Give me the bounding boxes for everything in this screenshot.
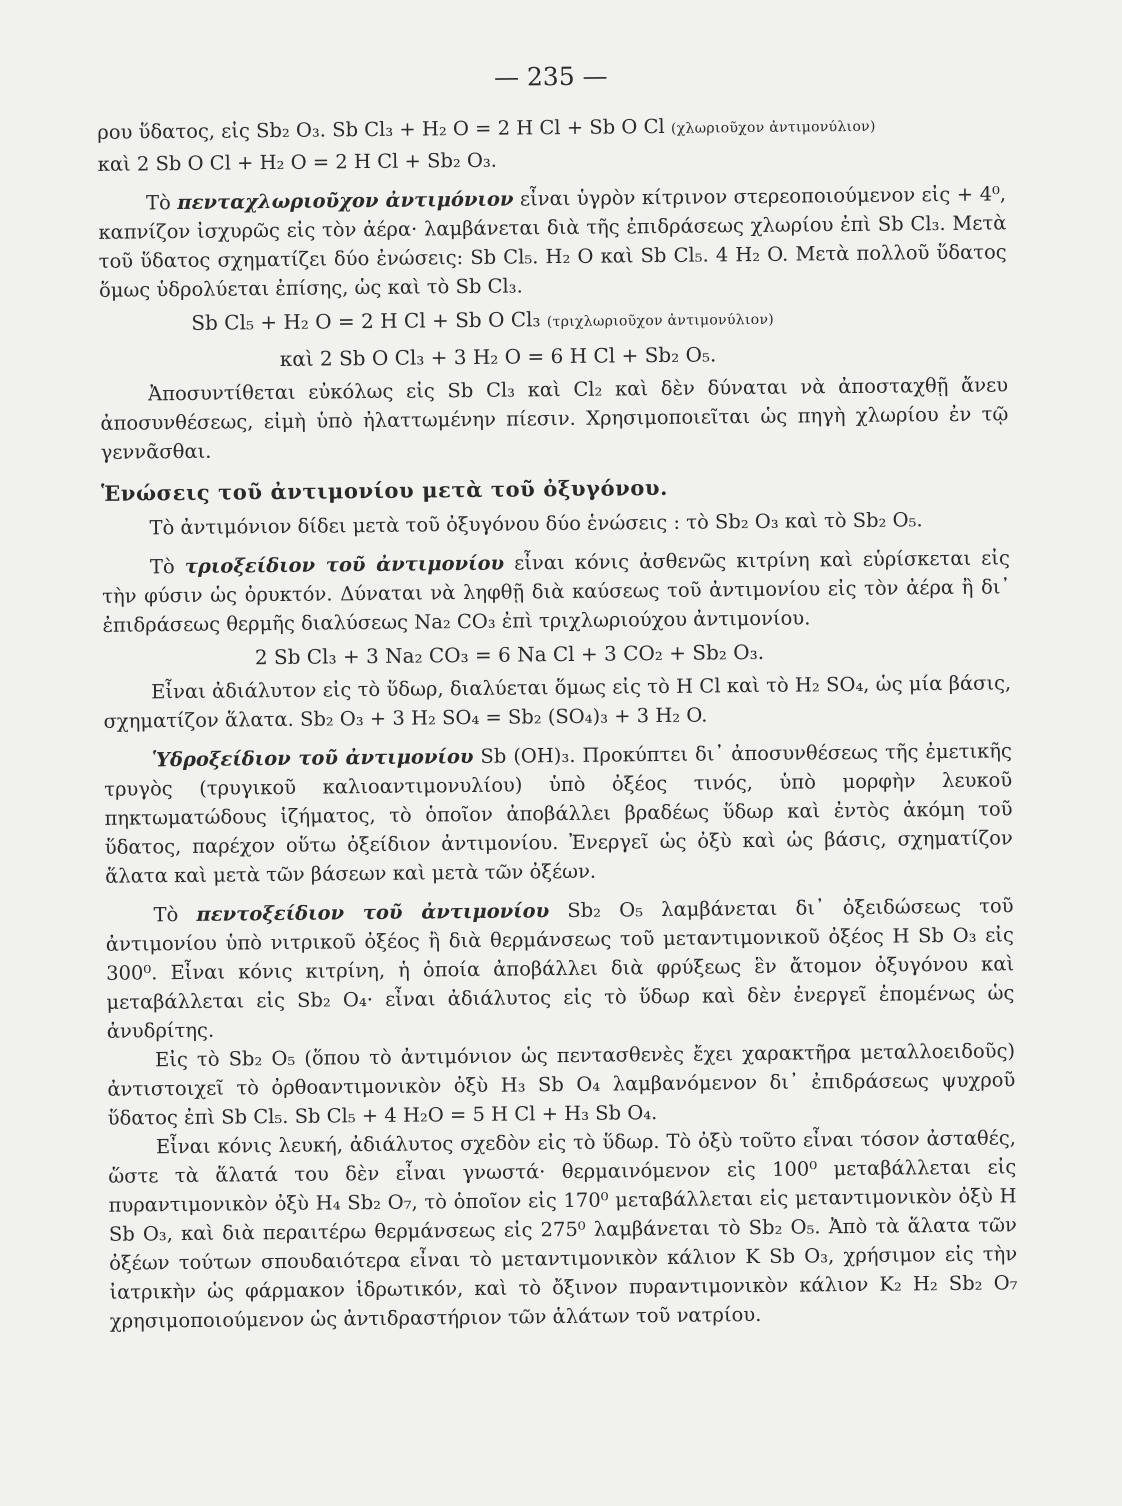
paragraph-body: Sb (OH)₃. Προκύπτει δι᾽ ἀποσυνθέσεως τῆς ἐμετικῆς τρυγὸς (τρυγικοῦ καλιοαντιμονυλίου) ὑπὸ ὀξέος τινός, ὑπὸ μορφὴν λευκοῦ πηκτωματώδους ἱζήματος, τὸ ὁποῖον ἀποβάλλει βραδέως ὕδωρ καὶ ἐντὸς ἀκόμη τοῦ ὕδατος, παρέχον οὕτω ὀξείδιον ἀντιμονίου. Ἐνεργεῖ ὡς ὀξὺ καὶ ὡς βάσις, σχηματίζον ἅλατα καὶ μετὰ τῶν βάσεων καὶ μετὰ τῶν ὀξέων. (104, 739, 1013, 888)
lead-word: Τὸ (145, 191, 171, 215)
reaction-text: ρου ὕδατος, εἰς Sb₂ O₃. Sb Cl₃ + H₂ O = 2 H Cl + Sb O Cl (97, 114, 665, 144)
paragraph-pentachloride (98, 179, 1007, 305)
paragraph-oxides-intro: Τὸ ἀντιμόνιον δίδει μετὰ τοῦ ὀξυγόνου δύο ἑνώσεις : τὸ Sb₂ O₃ καὶ τὸ Sb₂ O₅. (149, 508, 923, 540)
term-trioxide: τριοξείδιον τοῦ ἀντιμονίου (184, 551, 505, 578)
equation-hydrolysis (99, 299, 1007, 342)
page-number: — 235 — (493, 61, 608, 92)
section-heading: Ἑνώσεις τοῦ ἀντιμονίου μετὰ τοῦ ὀξυγόνου. (101, 474, 669, 506)
term-pentoxide: πεντοξείδιον τοῦ ἀντιμονίου (196, 899, 550, 926)
paragraph-hydroxide (104, 736, 1013, 891)
compound-note: (χλωριοῦχον ἀντιμονύλιον) (670, 118, 876, 137)
paragraph-insoluble: Εἶναι ἀδιάλυτον εἰς τὸ ὕδωρ, διαλύεται ὅμως εἰς τὸ H Cl καὶ τὸ H₂ SO₄, ὡς μία βάσις, σχηματίζον ἅλατα. Sb₂ O₃ + 3 H₂ SO₄ = Sb₂ (SO₄)₃ + 3 H₂ O. (103, 671, 1012, 733)
lead-word: Τὸ (149, 555, 175, 579)
continued-reaction-line: καὶ 2 Sb O Cl + H₂ O = 2 H Cl + Sb₂ O₃. (97, 148, 498, 176)
paragraph-body: εἶναι κόνις ἀσθενῶς κιτρίνη καὶ εὑρίσκεται εἰς τὴν φύσιν ὡς ὀρυκτόν. Δύναται νὰ ληφθῇ διὰ καύσεως τοῦ ἀντιμονίου εἰς τὸν ἀέρα ἢ δι᾽ ἐπιδράσεως θερμῆς διαλύσεως Na₂ CO₃ ἐπὶ τριχλωριούχου ἀντιμονίου. (102, 546, 1011, 637)
paragraph-antimonates: Εἶναι κόνις λευκή, ἀδιάλυτος σχεδὸν εἰς τὸ ὕδωρ. Τὸ ὀξὺ τοῦτο εἶναι τόσον ἀσταθές, ὥστε τὰ ἅλατά του δὲν εἶναι γνωστά· θερμαινόμενον εἰς 100⁰ μεταβάλλεται εἰς πυραντιμονικὸν ὀξὺ H₄ Sb₂ O₇, τὸ ὁποῖον εἰς 170⁰ μεταβάλλεται εἰς μεταντιμονικὸν ὀξὺ H Sb O₃, καὶ διὰ περαιτέρω θερμάνσεως εἰς 275⁰ λαμβάνεται τὸ Sb₂ O₅. Ἀπὸ τὰ ἅλατα τῶν ὀξέων τούτων σπουδαιότερα εἶναι τὸ μεταντιμονικὸν κάλιον K Sb O₃, χρήσιμον εἰς τὴν ἰατρικὴν ὡς φάρμακον ἱδρωτικόν, καὶ τὸ ὄξινον πυραντιμονικὸν κάλιον K₂ H₂ Sb₂ O₇ χρησιμοποιούμενον ὡς ἀντιδραστήριον τῶν ἁλάτων τοῦ νατρίου. (108, 1126, 1018, 1333)
paragraph-decomposition: Ἀποσυντίθεται εὐκόλως εἰς Sb Cl₃ καὶ Cl₂ καὶ δὲν δύναται νὰ ἀποσταχθῇ ἄνευ ἀποσυνθέσεως, εἰμὴ ὑπὸ ἠλαττωμένην πίεσιν. Χρησιμοποιεῖται ὡς πηγὴ χλωρίου ἐν τῷ γεννᾶσθαι. (100, 373, 1009, 464)
term-hydroxide: Ὑδροξείδιον τοῦ ἀντιμονίου (151, 744, 474, 772)
equation-trioxide: 2 Sb Cl₃ + 3 Na₂ CO₃ = 6 Na Cl + 3 CO₂ + Sb₂ O₃. (254, 639, 765, 670)
lead-word: Τὸ (153, 903, 179, 927)
paragraph-pentoxide (105, 891, 1014, 1046)
paragraph-trioxide (102, 543, 1011, 640)
paragraph-body: Sb₂ O₅ λαμβάνεται δι᾽ ὀξειδώσεως τοῦ ἀντιμονίου ὑπὸ νιτρικοῦ ὀξέος ἢ διὰ θερμάνσεως τοῦ μεταντιμονικοῦ ὀξέος H Sb O₃ εἰς 300⁰. Εἶναι κόνις κιτρίνη, ἡ ὁποία ἀποβάλλει διὰ φρύξεως ἓν ἄτομον ὀξυγόνου καὶ μεταβάλλεται εἰς Sb₂ O₄· εἶναι ἀδιάλυτος εἰς τὸ ὕδωρ καὶ δὲν ἐνεργεῖ ἑπομένως ὡς ἀνυδρίτης. (105, 894, 1015, 1043)
equation-hydrolysis-2: καὶ 2 Sb O Cl₃ + 3 H₂ O = 6 H Cl + Sb₂ O₅. (279, 342, 717, 371)
paragraph-body: εἶναι ὑγρὸν κίτρινον στερεοποιούμενον εἰς + 4⁰, καπνίζον ἰσχυρῶς εἰς τὸν ἀέρα· λαμβάνεται διὰ τῆς ἐπιδράσεως χλωρίου ἐπὶ Sb Cl₃. Μετὰ τοῦ ὕδατος σχηματίζει δύο ἐνώσεις: Sb Cl₅. H₂ O καὶ Sb Cl₅. 4 H₂ O. Μετὰ πολλοῦ ὕδατος ὅμως ὑδρολύεται ἐπίσης, ὡς καὶ τὸ Sb Cl₃. (98, 182, 1007, 302)
term-pentachloride: πενταχλωριοῦχον ἀντιμόνιον (177, 187, 514, 215)
equation-text: Sb Cl₅ + H₂ O = 2 H Cl + Sb O Cl₃ (191, 307, 541, 335)
paragraph-orthoantimonic: Εἰς τὸ Sb₂ O₅ (ὅπου τὸ ἀντιμόνιον ὡς πεντασθενὲς ἔχει χαρακτῆρα μεταλλοειδοῦς) ἀντιστοιχεῖ τὸ ὀρθοαντιμονικὸν ὀξὺ H₃ Sb O₄ λαμβανόμενον δι᾽ ἐπιδράσεως ψυχροῦ ὕδατος ἐπὶ Sb Cl₅. Sb Cl₅ + 4 H₂O = 5 H Cl + H₃ Sb O₄. (107, 1039, 1016, 1130)
compound-note: (τριχλωριοῦχον ἀντιμονύλιον) (546, 311, 775, 331)
